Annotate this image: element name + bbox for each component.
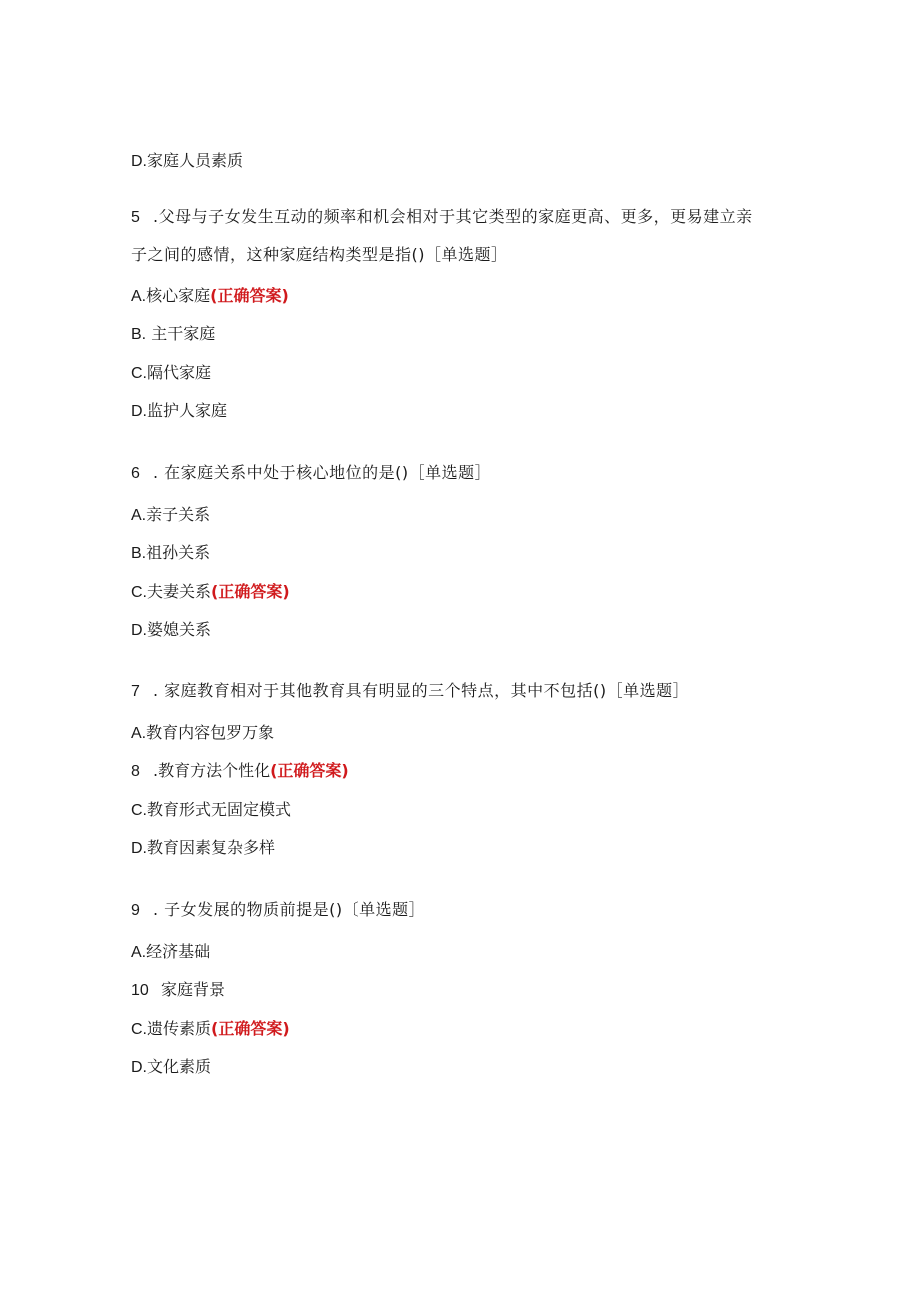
correct-answer-label: (正确答案) [211, 1019, 290, 1038]
option-c-q7 [131, 799, 791, 822]
question-number: 7 [131, 683, 141, 700]
option-text: 祖孙关系 [146, 543, 211, 562]
question-9 [131, 899, 791, 922]
option-letter: A. [131, 288, 147, 305]
question-number: 9 [131, 902, 141, 919]
option-text: 婆媳关系 [147, 620, 212, 639]
option-c-q9 [131, 1018, 791, 1041]
option-a-q7 [131, 722, 791, 745]
option-text: 文化素质 [147, 1057, 212, 1076]
option-text: 隔代家庭 [147, 363, 212, 382]
option-text: 教育形式无固定模式 [147, 800, 292, 819]
question-number: 8 [131, 763, 140, 780]
option-letter: A. [131, 725, 147, 742]
option-letter: C. [131, 802, 147, 819]
option-d-q6 [131, 619, 791, 642]
question-7 [131, 680, 791, 703]
option-text: 教育内容包罗万象 [146, 723, 275, 742]
question-number: 10 [131, 982, 149, 999]
option-d-q4 [131, 150, 791, 173]
option-text: 遗传素质 [147, 1019, 212, 1038]
option-letter: C. [131, 584, 147, 601]
option-a-q6 [131, 504, 791, 527]
correct-answer-label: (正确答案) [211, 582, 290, 601]
option-text: .教育方法个性化 [153, 761, 271, 780]
question-6 [131, 462, 791, 485]
question-text: . 家庭教育相对于其他教育具有明显的三个特点，其中不包括()［单选题］ [153, 681, 690, 700]
question-text: . 子女发展的物质前提是()〔单选题］ [153, 900, 426, 919]
option-text: 核心家庭 [146, 286, 211, 305]
option-c-q5 [131, 362, 791, 385]
option-letter: A. [131, 944, 147, 961]
option-letter: D. [131, 840, 147, 857]
option-d-q5 [131, 400, 791, 423]
option-b-q5 [131, 323, 791, 346]
option-text: 家庭人员素质 [147, 151, 244, 170]
option-d-q7 [131, 837, 791, 860]
option-b-q6 [131, 542, 791, 565]
option-letter: A. [131, 507, 147, 524]
option-b-q9 [131, 979, 791, 1002]
option-text: 经济基础 [146, 942, 211, 961]
option-a-q9 [131, 941, 791, 964]
option-letter: C. [131, 365, 147, 382]
question-number: 6 [131, 465, 141, 482]
question-text: .父母与子女发生互动的频率和机会相对于其它类型的家庭更高、更多，更易建立亲 [153, 207, 753, 226]
question-5 [131, 206, 791, 229]
option-letter: B. [131, 326, 147, 343]
option-text: 主干家庭 [146, 324, 216, 343]
option-letter: D. [131, 153, 147, 170]
option-d-q9 [131, 1056, 791, 1079]
option-text: 家庭背景 [161, 980, 226, 999]
question-text: . 在家庭关系中处于核心地位的是()［单选题］ [153, 463, 492, 482]
option-text: 亲子关系 [146, 505, 211, 524]
option-letter: D. [131, 622, 147, 639]
option-letter: B. [131, 545, 147, 562]
correct-answer-label: (正确答案) [210, 286, 289, 305]
correct-answer-label: (正确答案) [270, 761, 349, 780]
question-number: 5 [131, 209, 141, 226]
option-letter: D. [131, 403, 147, 420]
option-b-q7 [131, 760, 791, 783]
question-5-continuation [131, 244, 791, 266]
option-letter: D. [131, 1059, 147, 1076]
option-c-q6 [131, 581, 791, 604]
option-text: 监护人家庭 [147, 401, 228, 420]
option-a-q5 [131, 285, 791, 308]
option-letter: C. [131, 1021, 147, 1038]
question-text: 子之间的感情，这种家庭结构类型是指()［单选题］ [131, 245, 508, 264]
option-text: 教育因素复杂多样 [147, 838, 276, 857]
option-text: 夫妻关系 [147, 582, 212, 601]
